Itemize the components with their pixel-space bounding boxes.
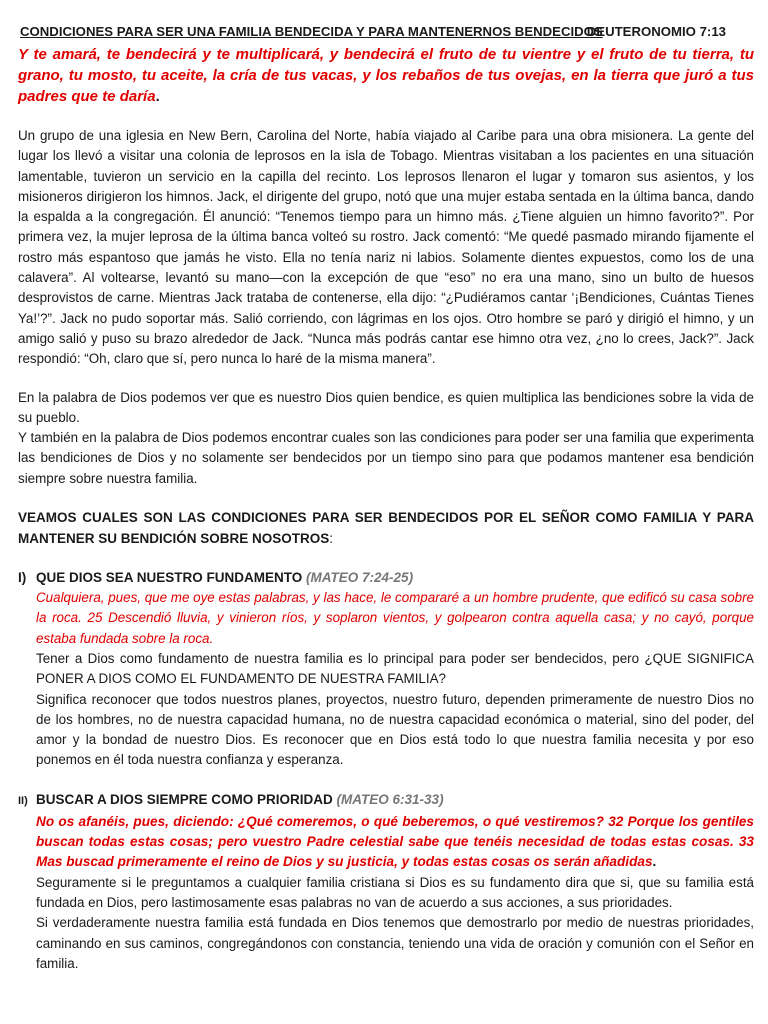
conditions-heading-end: : <box>329 531 334 547</box>
section-title: QUE DIOS SEA NUESTRO FUNDAMENTO <box>36 570 303 586</box>
key-verse <box>18 44 754 107</box>
section-heading <box>18 567 754 588</box>
conditions-heading <box>18 507 754 549</box>
intro-paragraph-2: Y también en la palabra de Dios podemos encontrar cuales son las condiciones para poder ser una familia que experimenta las bendiciones de Dios y no solamente ser bendecidos por un tiempo sino para que podamos mantener esa bendición siempre sobre nuestra familia. <box>18 430 754 486</box>
document-title: CONDICIONES PARA SER UNA FAMILIA BENDECIDA Y PARA MANTENERNOS BENDECIDOS <box>20 24 603 39</box>
key-verse-text: Y te amará, te bendecirá y te multiplicará, y bendecirá el fruto de tu vientre y el fruto de tu tierra, tu grano, tu mosto, tu aceite, la cría de tus vacas, y los rebaños de tus ovejas, en la tierra que juró a tus padres que te daría <box>18 46 754 105</box>
section-quote-text: No os afanéis, pues, diciendo: ¿Qué comeremos, o qué beberemos, o qué vestiremos? 32 Porque los gentiles buscan todas estas cosas; pero vuestro Padre celestial sabe que tenéis necesidad de todas estas cosas. 33 Mas buscad primeramente el reino de Dios y su justicia, y todas estas cosas os serán añadidas <box>36 813 754 870</box>
section-number: I) <box>18 570 27 586</box>
conditions-heading-text: VEAMOS CUALES SON LAS CONDICIONES PARA SER BENDECIDOS POR EL SEÑOR COMO FAMILIA Y PARA MANTENER SU BENDICIÓN SOBRE NOSOTROS <box>18 510 754 547</box>
section-quote-end: . <box>652 854 657 870</box>
section-paragraph: Significa reconocer que todos nuestros planes, proyectos, nuestro futuro, dependen primeramente de nuestro Dios no de los hombres, no de nuestra capacidad humana, no de nuestra capacidad económica o material, sino del poder, del amor y la bondad de nuestro Dios. Es reconocer que en Dios está todo lo que nuestra familia necesita y por eso ponemos en él toda nuestra confianza y esperanza. <box>36 691 754 768</box>
section-quote <box>36 588 754 649</box>
title-reference: DEUTERONOMIO 7:13 <box>586 24 726 39</box>
title-row <box>18 14 754 38</box>
section-2 <box>18 789 754 974</box>
section-paragraph: Seguramente si le preguntamos a cualquier familia cristiana si Dios es su fundamento dira que si, que su familia está fundada en Dios, pero lastimosamente esas palabras no van de acuerdo a sus acciones, a sus prioridades. <box>36 874 754 910</box>
section-quote <box>36 812 754 873</box>
section-paragraph: Tener a Dios como fundamento de nuestra familia es lo principal para poder ser bendecidos, pero ¿QUE SIGNIFICA PONER A DIOS COMO EL FUNDAMENTO DE NUESTRA FAMILIA? <box>36 650 754 687</box>
section-heading <box>18 789 754 812</box>
section-reference: (MATEO 6:31-33) <box>336 791 444 807</box>
intro-paragraph-1: En la palabra de Dios podemos ver que es nuestro Dios quien bendice, es quien multiplica las bendiciones sobre la vida de su pueblo. <box>18 389 754 425</box>
document-page <box>18 14 754 974</box>
section-number: II) <box>18 794 28 807</box>
section-reference: (MATEO 7:24-25) <box>306 570 414 586</box>
key-verse-end: . <box>155 88 160 105</box>
section-quote-text: Cualquiera, pues, que me oye estas palabras, y las hace, le compararé a un hombre prudente, que edificó su casa sobre la roca. 25 Descendió lluvia, y vinieron ríos, y soplaron vientos, y golpearon contra aquella casa; y no cayó, porque estaba fundada sobre la roca. <box>36 590 754 646</box>
section-title: BUSCAR A DIOS SIEMPRE COMO PRIORIDAD <box>36 791 333 807</box>
section-1 <box>18 567 754 771</box>
section-paragraph: Si verdaderamente nuestra familia está fundada en Dios tenemos que demostrarlo por medio de nuestras prioridades, caminando en sus caminos, congregándonos con constancia, teniendo una vida de oración y comunión con el Señor en familia. <box>36 915 754 971</box>
story-paragraph: Un grupo de una iglesia en New Bern, Carolina del Norte, había viajado al Caribe para una obra misionera. La gente del lugar los llevó a visitar una colonia de leprosos en la isla de Tobago. Mientras visitaban a los pacientes en una situación lamentable, tuvieron un servicio en la capilla del recinto. Los leprosos llenaron el lugar y tomaron sus asientos, y los misioneros dirigieron los himnos. Jack, el dirigente del grupo, notó que una mujer estaba sentada en la última banca, dando la espalda a la congregación. Él anunció: “Tenemos tiempo para un himno más. ¿Tiene alguien un himno favorito?”. Por primera vez, la mujer leprosa de la última banca volteó su rostro. Jack comentó: “Me quedé pasmado mirando fijamente el rostro más espantoso que jamás he visto. Ella no tenía nariz ni labios. Solamente dientes expuestos, como los de una calavera”. Al voltearse, levantó su mano—con la excepción de que “eso” no era una mano, sino un bulto de huesos desprovistos de carne. Mientras Jack trataba de contenerse, ella dijo: “¿Pudiéramos cantar ‘¡Bendiciones, Cuántas Tienes Ya!’?”. Jack no pudo soportar más. Salió corriendo, con lágrimas en los ojos. Otro hombre se paró y dirigió el himno, y un amigo salió y puso su brazo alrededor de Jack. “Nunca más podrás cantar ese himno otra vez, ¿no lo crees, Jack?”. Jack respondió: “Oh, claro que sí, pero nunca lo haré de la misma manera”. <box>18 128 754 367</box>
